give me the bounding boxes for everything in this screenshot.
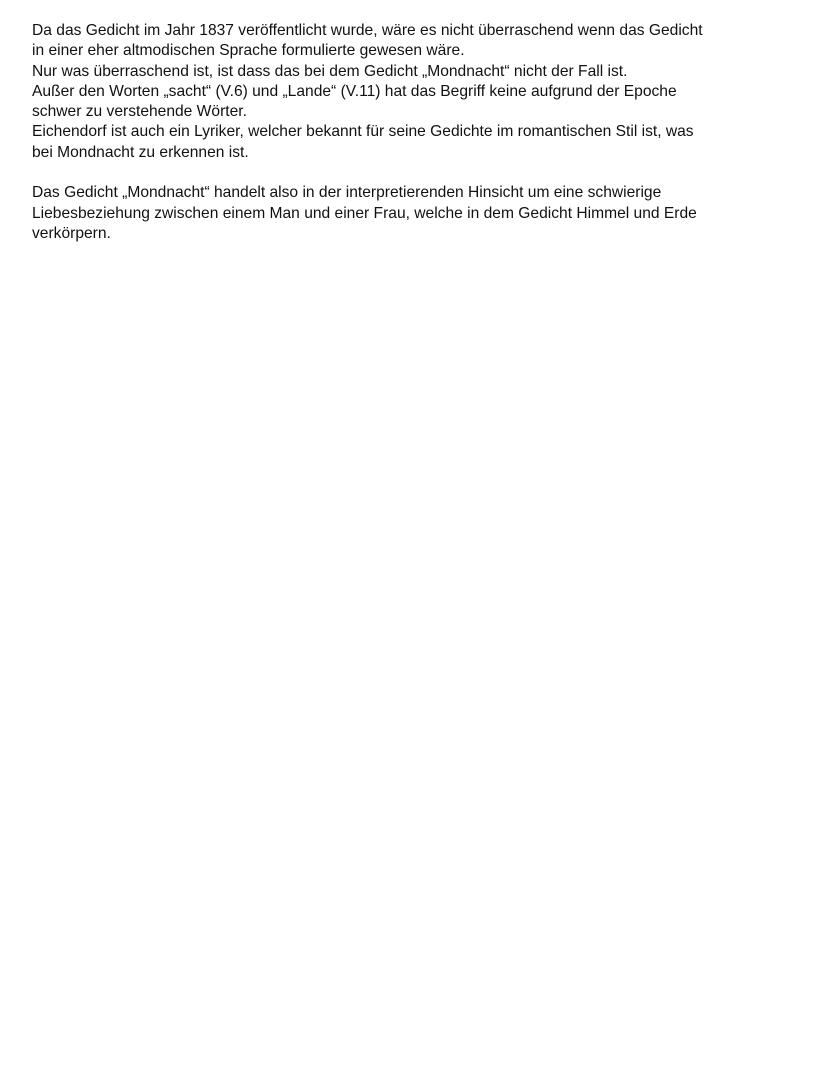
- text-line: Liebesbeziehung zwischen einem Man und einer Frau, welche in dem Gedicht Himmel und Erde: [32, 204, 697, 222]
- text-line: Das Gedicht „Mondnacht“ handelt also in der interpretierenden Hinsicht um eine schwierige: [32, 184, 662, 202]
- text-line: schwer zu verstehende Wörter.: [32, 103, 247, 121]
- paragraph-2: [32, 183, 802, 244]
- text-line: in einer eher altmodischen Sprache formulierte gewesen wäre.: [32, 42, 465, 60]
- text-line: verkörpern.: [32, 224, 111, 242]
- text-line: Nur was überraschend ist, ist dass das bei dem Gedicht „Mondnacht“ nicht der Fall ist.: [32, 62, 628, 80]
- text-line: bei Mondnacht zu erkennen ist.: [32, 143, 249, 161]
- text-line: Eichendorf ist auch ein Lyriker, welcher bekannt für seine Gedichte im romantischen Stil ist, was: [32, 123, 694, 141]
- text-line: Außer den Worten „sacht“ (V.6) und „Lande“ (V.11) hat das Begriff keine aufgrund der Epoche: [32, 82, 677, 100]
- document-body: [32, 21, 802, 244]
- text-line: Da das Gedicht im Jahr 1837 veröffentlicht wurde, wäre es nicht überraschend wenn das Gedicht: [32, 22, 703, 39]
- paragraph-1: [32, 21, 802, 163]
- paragraph-spacer: [32, 163, 802, 183]
